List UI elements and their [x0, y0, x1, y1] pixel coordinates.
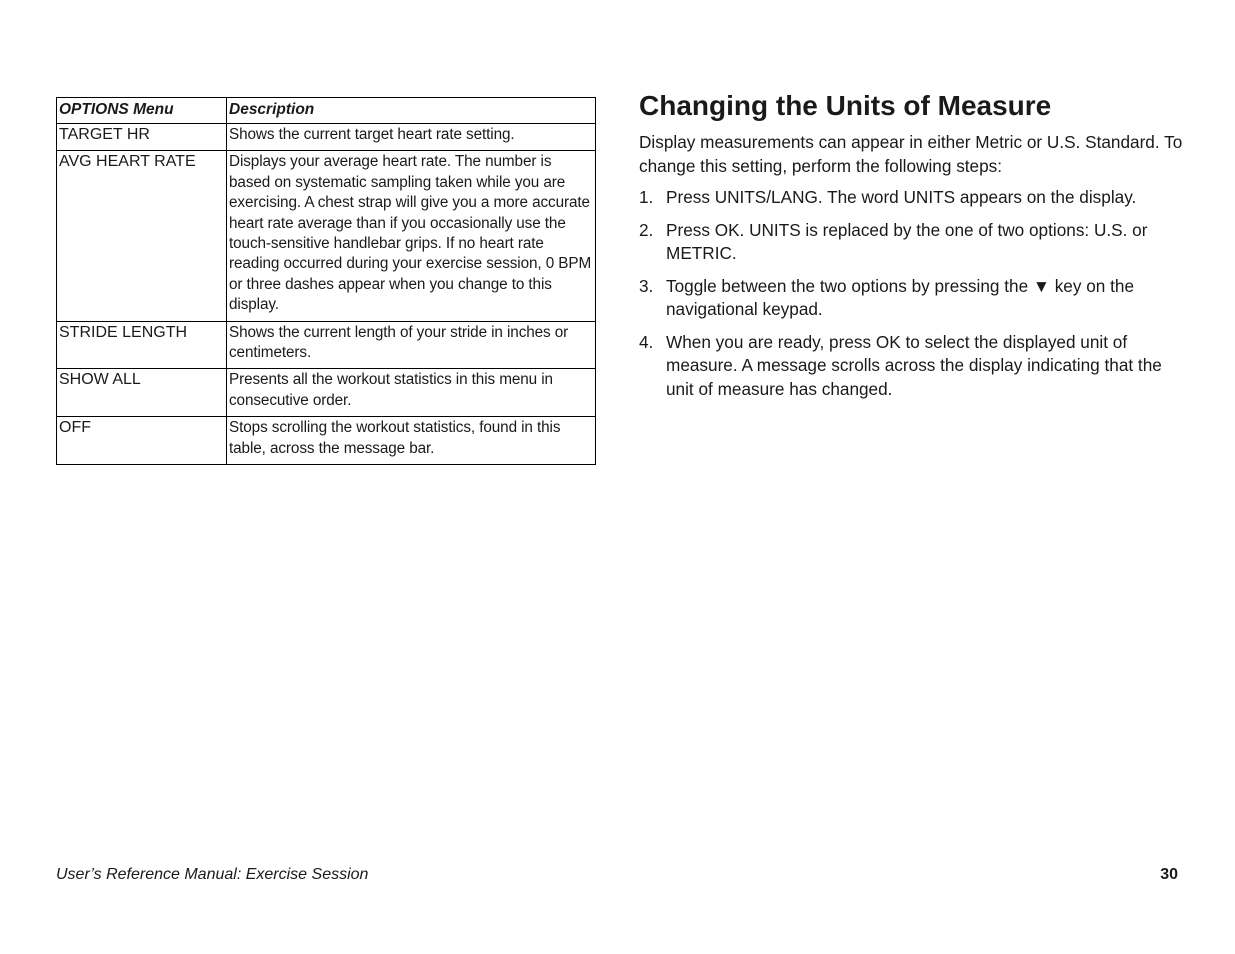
options-table: [56, 97, 596, 465]
description-cell: Presents all the workout statistics in this menu in consecutive order.: [227, 369, 596, 417]
table-row: [57, 417, 596, 465]
description-cell: Shows the current length of your stride in inches or centimeters.: [227, 321, 596, 369]
step-number: 3.: [639, 275, 654, 296]
intro-paragraph: Display measurements can appear in either Metric or U.S. Standard. To change this setting, perform the following steps:: [639, 132, 1183, 176]
section-heading: Changing the Units of Measure: [639, 90, 1052, 121]
menu-cell: SHOW ALL: [57, 369, 227, 417]
step-item: [639, 219, 1184, 266]
units-section: [639, 88, 1184, 410]
step-number: 4.: [639, 331, 654, 352]
table-row: [57, 369, 596, 417]
footer-manual-title: User’s Reference Manual: Exercise Session: [56, 866, 369, 883]
table-row: [57, 321, 596, 369]
step-item: [639, 186, 1184, 210]
table-row: [57, 124, 596, 151]
step-number: 1.: [639, 187, 654, 207]
step-text: When you are ready, press OK to select the displayed unit of measure. A message scrolls across the display indicating that the unit of measure has changed.: [666, 331, 1162, 399]
table-row: [57, 151, 596, 321]
description-cell: Shows the current target heart rate setting.: [227, 124, 596, 151]
menu-cell: TARGET HR: [57, 124, 227, 151]
description-cell: Stops scrolling the workout statistics, found in this table, across the message bar.: [227, 417, 596, 465]
column-header-options-menu: OPTIONS Menu: [57, 98, 227, 124]
table-header-row: [57, 98, 596, 124]
description-cell: Displays your average heart rate. The number is based on systematic sampling taken while you are exercising. A chest strap will give you a more accurate heart rate average than if you occasionally use the touch-sensitive handlebar grips. If no heart rate reading occurred during your exercise session, 0 BPM or three dashes appear when you change to this display.: [227, 151, 596, 321]
steps-list: [639, 186, 1184, 401]
menu-cell: AVG HEART RATE: [57, 151, 227, 321]
column-header-description: Description: [227, 98, 596, 124]
step-text: Press OK. UNITS is replaced by the one of two options: U.S. or METRIC.: [666, 219, 1148, 263]
page-number: 30: [1160, 866, 1178, 883]
menu-cell: OFF: [57, 417, 227, 465]
step-text: Toggle between the two options by pressing the ▼ key on the navigational keypad.: [666, 275, 1134, 319]
step-text: Press UNITS/LANG. The word UNITS appears on the display.: [666, 187, 1137, 207]
step-item: [639, 331, 1184, 402]
step-item: [639, 275, 1184, 322]
menu-cell: STRIDE LENGTH: [57, 321, 227, 369]
step-number: 2.: [639, 219, 654, 240]
